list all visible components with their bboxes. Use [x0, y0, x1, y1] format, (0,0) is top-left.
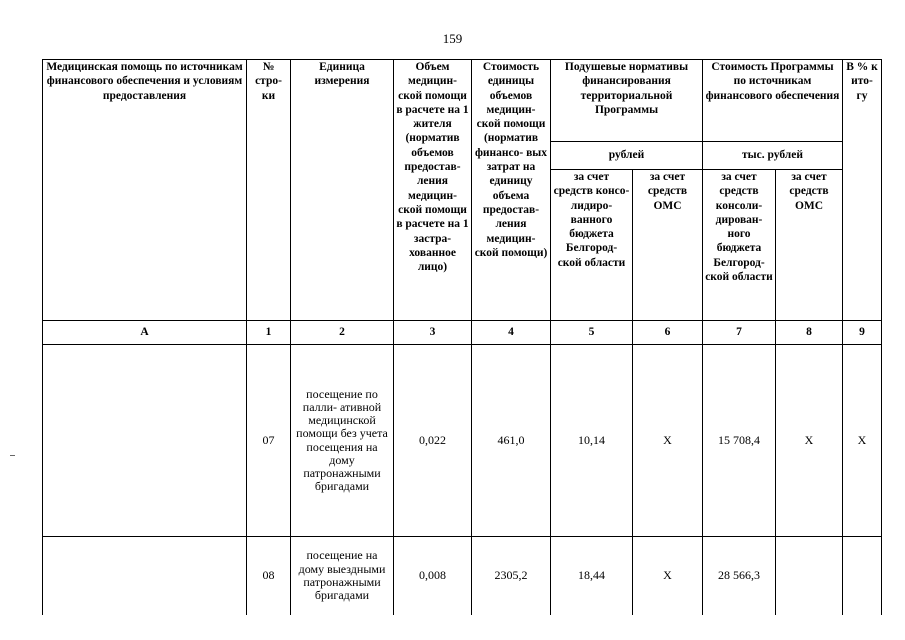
row-cost-budget: 28 566,3: [703, 537, 776, 615]
index-cell: 2: [291, 321, 394, 345]
column-index-row: [43, 321, 882, 345]
index-cell: 5: [551, 321, 633, 345]
row-norm-oms: Х: [633, 537, 703, 615]
index-cell: 3: [394, 321, 472, 345]
row-percent: [843, 537, 882, 615]
index-cell: 9: [843, 321, 882, 345]
margin-mark: [10, 455, 15, 456]
table-row: [43, 537, 882, 615]
index-cell: 8: [776, 321, 843, 345]
index-cell: 6: [633, 321, 703, 345]
index-cell: 1: [247, 321, 291, 345]
header-row-top: [43, 60, 882, 142]
row-category: [43, 345, 247, 537]
medical-care-table: [42, 59, 882, 615]
index-cell: А: [43, 321, 247, 345]
row-unit: посещение на дому выездными патронажными бригадами: [291, 537, 394, 615]
row-percent: Х: [843, 345, 882, 537]
row-cost-oms: Х: [776, 345, 843, 537]
row-norm-budget: 18,44: [551, 537, 633, 615]
row-unit: посещение по палли- ативной медицинской помощи без учета посещения на дому патронажными бригадами: [291, 345, 394, 537]
row-cost-oms: [776, 537, 843, 615]
row-norm-budget: 10,14: [551, 345, 633, 537]
index-cell: 7: [703, 321, 776, 345]
page-number: 159: [442, 31, 463, 46]
header-col-4: Стоимость единицы объемов медицин- ской помощи (норматив финансо- вых затрат на единицу объема предостав- ления медицин- ской помощи): [472, 60, 551, 321]
table-row: [43, 345, 882, 537]
header-col-9: В % к ито- гу: [843, 60, 882, 321]
header-col-8: за счет средств ОМС: [776, 170, 843, 321]
header-col-3: Объем медицин- ской помощи в расчете на 1 жителя (норматив объемов предостав- ления медицин- ской помощи в расчете на 1 застра- хованное лицо): [394, 60, 472, 321]
header-col-1: № стро- ки: [247, 60, 291, 321]
row-norm-oms: Х: [633, 345, 703, 537]
row-number: 07: [247, 345, 291, 537]
row-volume: 0,022: [394, 345, 472, 537]
header-col-a: Медицинская помощь по источникам финансового обеспечения и условиям предоставления: [43, 60, 247, 321]
header-group-5-6: Подушевые нормативы финансирования территориальной Программы: [551, 60, 703, 142]
header-group-7-8: Стоимость Программы по источникам финансового обеспечения: [703, 60, 843, 142]
row-unit-cost: 2305,2: [472, 537, 551, 615]
header-col-2: Единица измерения: [291, 60, 394, 321]
header-col-6: за счет средств ОМС: [633, 170, 703, 321]
header-col-7: за счет средств консоли- дирован- ного бюджета Белгород- ской области: [703, 170, 776, 321]
row-number: 08: [247, 537, 291, 615]
row-unit-cost: 461,0: [472, 345, 551, 537]
row-category: [43, 537, 247, 615]
header-unit-rubles: рублей: [551, 142, 703, 170]
row-volume: 0,008: [394, 537, 472, 615]
row-cost-budget: 15 708,4: [703, 345, 776, 537]
index-cell: 4: [472, 321, 551, 345]
header-unit-thousand-rubles: тыс. рублей: [703, 142, 843, 170]
header-col-5: за счет средств консо- лидиро- ванного бюджета Белгород- ской области: [551, 170, 633, 321]
